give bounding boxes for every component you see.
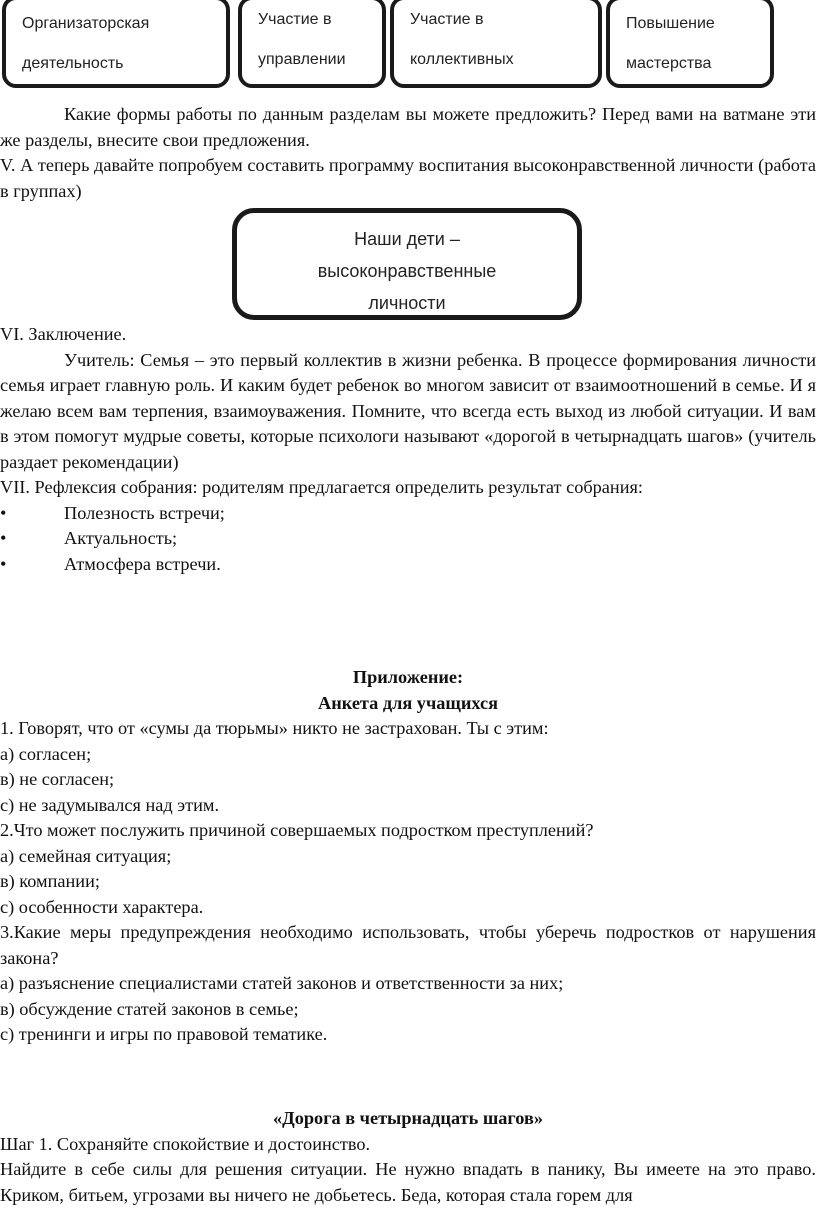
bullet-icon: • bbox=[0, 528, 7, 548]
road-title: «Дорога в четырнадцать шагов» bbox=[273, 1108, 543, 1128]
survey-line: а) согласен; bbox=[0, 743, 92, 764]
appendix-title: Приложение: bbox=[352, 667, 464, 687]
center-goal-line2: высоконравственные bbox=[317, 261, 497, 281]
survey-line: с) тренинги и игры по правовой тематике. bbox=[0, 1024, 328, 1044]
box-collective-line1: Участие в bbox=[410, 11, 484, 28]
bullet-item bbox=[0, 526, 816, 552]
appendix-subtitle: Анкета для учащихся bbox=[318, 692, 498, 713]
survey-line: а) разъяснение специалистами статей законов и ответственности за них; bbox=[0, 973, 564, 993]
teacher-paragraph: Учитель: Семья – это первый коллектив в жизни ребенка. В процессе формирования личности семья играет главную роль. И каким будет ребенок во многом зависит от взаимоотношений в семье. И я желаю всем вам терпения, взаимоуважения. Помните, что всегда есть выход из любой ситуации. И вам в этом помогут мудрые советы, которые психологи называют «дорогой в четырнадцать шагов» (учитель раздает рекомендации) bbox=[0, 349, 816, 472]
survey-line: а) семейная ситуация; bbox=[0, 845, 172, 866]
road-step1: Шаг 1. Сохраняйте спокойствие и достоинство. bbox=[0, 1133, 371, 1154]
section-proposals bbox=[0, 102, 816, 204]
survey-line: в) обсуждение статей законов в семье; bbox=[0, 998, 299, 1019]
program-paragraph: V. А теперь давайте попробуем составить программу воспитания высоконравственной личности (работа в группах) bbox=[0, 155, 816, 201]
bullet-icon: • bbox=[0, 502, 7, 523]
box-collective-line2: коллективных bbox=[410, 51, 514, 68]
survey-line: 3.Какие меры предупреждения необходимо использовать, чтобы уберечь подростков от нарушения закона? bbox=[0, 922, 816, 968]
survey-line: 1. Говорят, что от «сумы да тюрьмы» никто не застрахован. Ты с этим: bbox=[0, 718, 549, 738]
section-road bbox=[0, 1106, 816, 1208]
bullet-item bbox=[0, 501, 816, 527]
survey-line: в) не согласен; bbox=[0, 769, 115, 789]
bullet-text: Актуальность; bbox=[64, 528, 178, 548]
survey-line: с) особенности характера. bbox=[0, 896, 204, 917]
center-goal-box bbox=[232, 208, 582, 320]
bullet-icon: • bbox=[0, 553, 7, 574]
survey-line: 2.Что может послужить причиной совершаемых подростком преступлений? bbox=[0, 820, 594, 840]
bullet-item bbox=[0, 552, 816, 578]
section-conclusion bbox=[0, 322, 816, 577]
box-skills bbox=[606, 0, 774, 88]
proposals-paragraph: Какие формы работы по данным разделам вы можете предложить? Перед вами на ватмане эти же разделы, внесите свои предложения. bbox=[0, 104, 816, 150]
bullet-text: Атмосфера встречи. bbox=[64, 553, 221, 574]
reflection-paragraph: VII. Рефлексия собрания: родителям предлагается определить результат собрания: bbox=[0, 477, 643, 497]
conclusion-heading: VI. Заключение. bbox=[0, 324, 127, 344]
box-organizational-line2: деятельность bbox=[22, 55, 124, 72]
center-goal-line3: личности bbox=[368, 293, 446, 313]
survey-line: с) не задумывался над этим. bbox=[0, 794, 220, 815]
box-management-line1: Участие в bbox=[258, 11, 332, 28]
box-organizational-line1: Организаторская bbox=[22, 15, 150, 32]
bullet-text: Полезность встречи; bbox=[64, 502, 225, 523]
box-organizational bbox=[2, 0, 230, 88]
road-paragraph: Найдите в себе силы для решения ситуации. Не нужно впадать в панику, Вы имеете на это право. Криком, битьем, угрозами вы ничего не добьетесь. Беда, которая стала горем для bbox=[0, 1159, 816, 1205]
center-goal-line1: Наши дети – bbox=[354, 229, 460, 249]
box-skills-line2: мастерства bbox=[626, 55, 712, 72]
box-management-line2: управлении bbox=[258, 51, 346, 68]
section-appendix bbox=[0, 665, 816, 1048]
box-skills-line1: Повышение bbox=[626, 15, 715, 32]
box-management bbox=[238, 0, 386, 88]
box-collective bbox=[390, 0, 602, 88]
survey-line: в) компании; bbox=[0, 871, 100, 891]
